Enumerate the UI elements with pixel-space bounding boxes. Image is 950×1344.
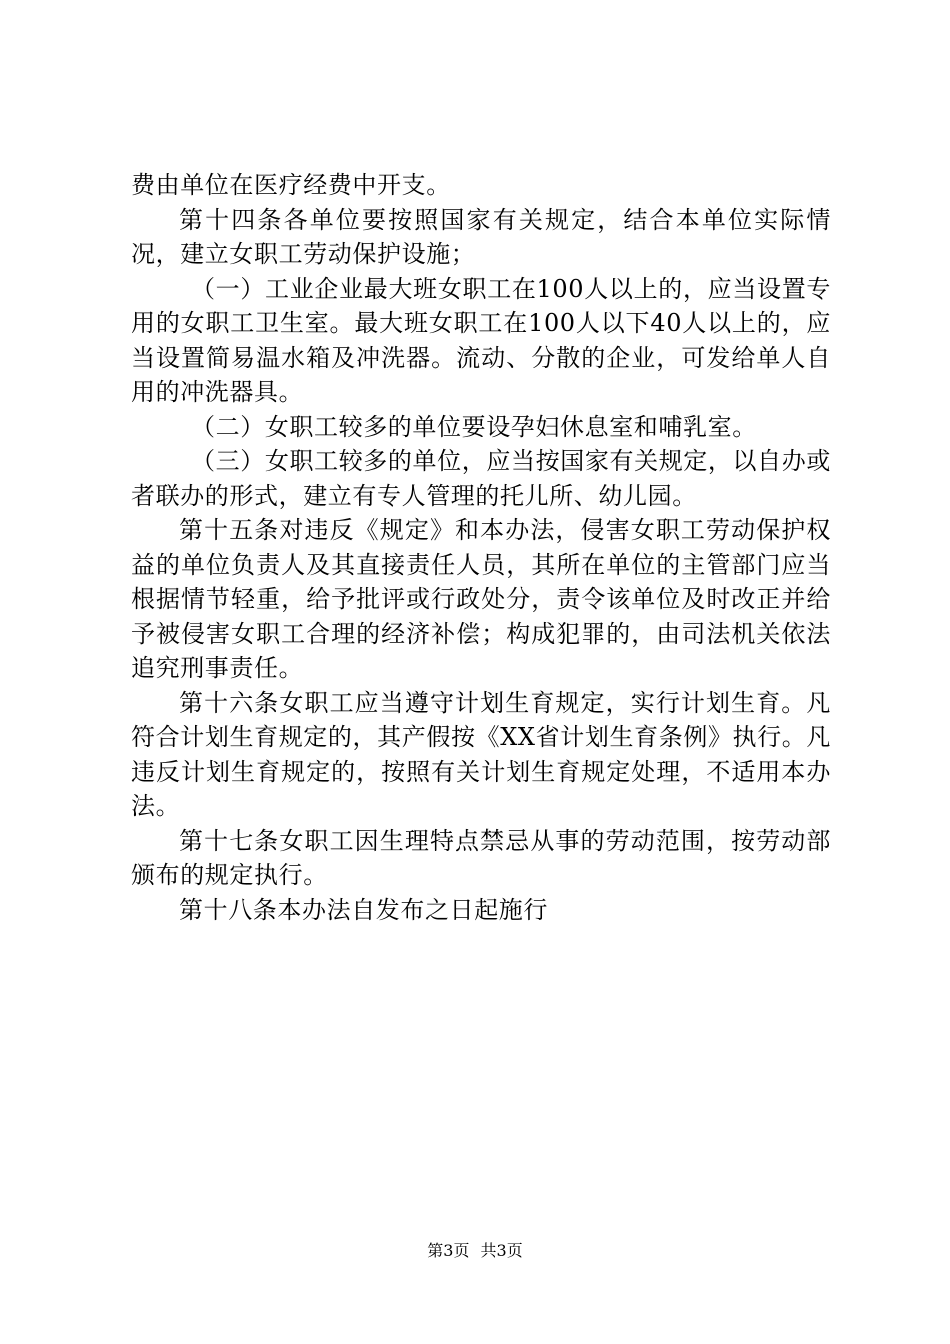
paragraph-item-1: （一）工业企业最大班女职工在100人以上的，应当设置专用的女职工卫生室。最大班女职工在100人以下40人以上的，应当设置简易温水箱及冲洗器。流动、分散的企业，可发给单人自用的冲洗器具。 (131, 274, 831, 406)
paragraph-item-3: （三）女职工较多的单位，应当按国家有关规定，以自办或者联办的形式，建立有专人管理的托儿所、幼儿园。 (131, 447, 831, 510)
paragraph-article-17: 第十七条女职工因生理特点禁忌从事的劳动范围，按劳动部颁布的规定执行。 (131, 826, 831, 889)
document-body (131, 168, 831, 927)
paragraph-continuation: 费由单位在医疗经费中开支。 (131, 171, 451, 199)
page-number: 第3页 (427, 1241, 470, 1260)
page-total: 共3页 (480, 1241, 523, 1260)
page-footer (0, 1240, 950, 1262)
paragraph-article-18: 第十八条本办法自发布之日起施行 (179, 895, 548, 924)
paragraph-article-15: 第十五条对违反《规定》和本办法，侵害女职工劳动保护权益的单位负责人及其直接责任人员，其所在单位的主管部门应当根据情节轻重，给予批评或行政处分，责令该单位及时改正并给予被侵害女职工合理的经济补偿；构成犯罪的，由司法机关依法追究刑事责任。 (131, 516, 831, 682)
paragraph-item-2: （二）女职工较多的单位要设孕妇休息室和哺乳室。 (191, 412, 757, 441)
paragraph-article-14: 第十四条各单位要按照国家有关规定，结合本单位实际情况，建立女职工劳动保护设施； (131, 205, 831, 268)
paragraph-article-16: 第十六条女职工应当遵守计划生育规定，实行计划生育。凡符合计划生育规定的，其产假按《XX省计划生育条例》执行。凡违反计划生育规定的，按照有关计划生育规定处理，不适用本办法。 (131, 688, 831, 820)
